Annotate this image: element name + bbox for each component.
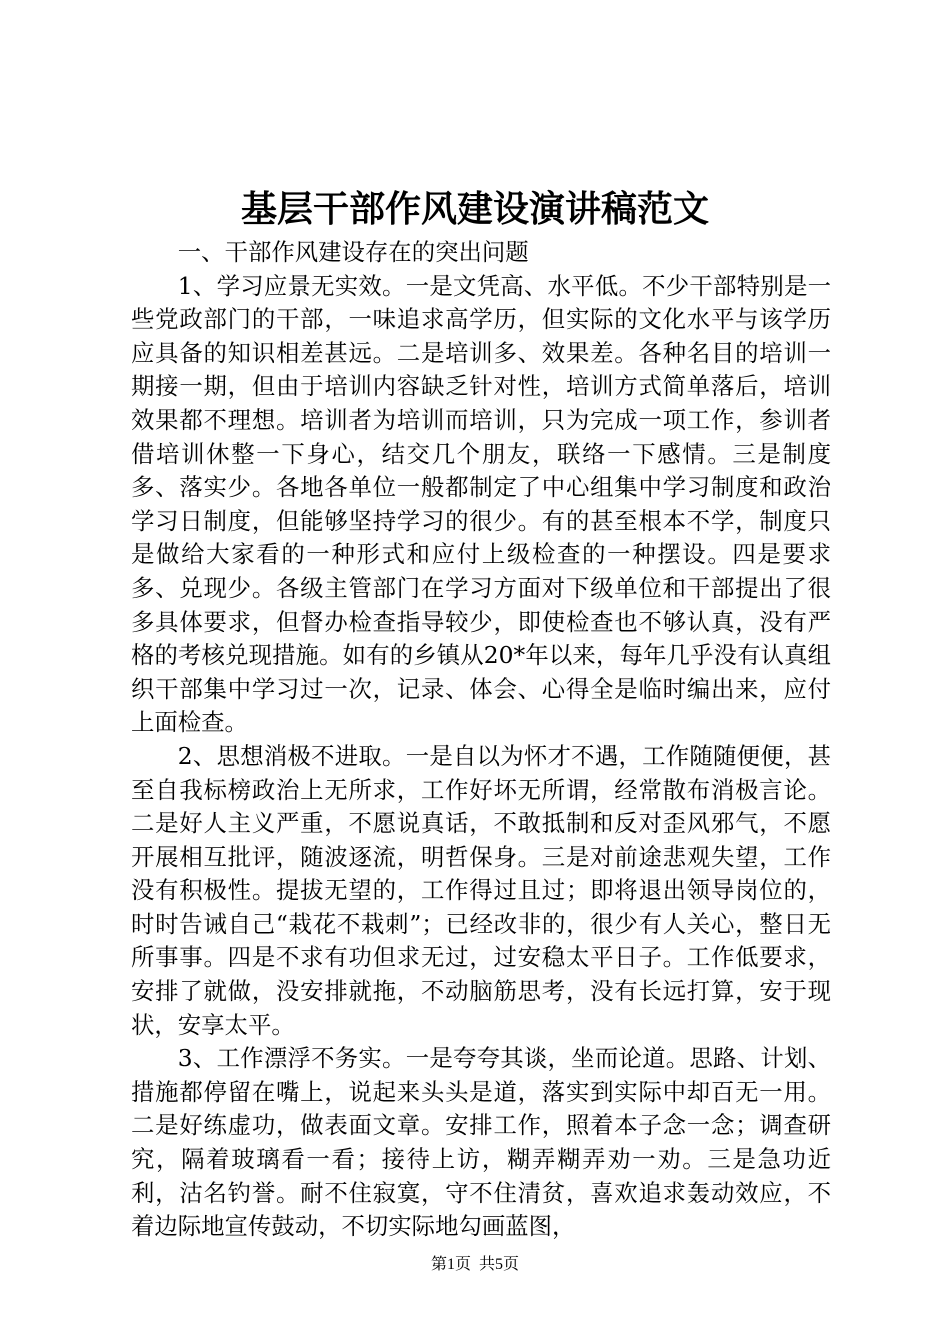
section-heading: 一、干部作风建设存在的突出问题 bbox=[177, 238, 529, 266]
document-title: 基层干部作风建设演讲稿范文 bbox=[240, 188, 709, 230]
paragraph-2: 2、思想消极不进取。一是自以为怀才不遇，工作随随便便，甚至自我标榜政治上无所求，工作好坏无所谓，经常散布消极言论。二是好人主义严重，不愿说真话，不敢抵制和反对歪风邪气，不愿开展相互批评，随波逐流，明哲保身。三是对前途悲观失望，工作没有积极性。提拔无望的，工作得过且过；即将退出领导岗位的，时时告诫自己“栽花不栽刺”；已经改非的，很少有人关心，整日无所事事。四是不求有功但求无过，过安稳太平日子。工作低要求，安排了就做，没安排就拖，不动脑筋思考，没有长远打算，安于现状，安享太平。 bbox=[131, 741, 831, 1039]
paragraph-1: 1、学习应景无实效。一是文凭高、水平低。不少干部特别是一些党政部门的干部，一味追求高学历，但实际的文化水平与该学历应具备的知识相差甚远。二是培训多、效果差。各种名目的培训一期接一期，但由于培训内容缺乏针对性，培训方式简单落后，培训效果都不理想。培训者为培训而培训，只为完成一项工作，参训者借培训休整一下身心，结交几个朋友，联络一下感情。三是制度多、落实少。各地各单位一般都制定了中心组集中学习制度和政治学习日制度，但能够坚持学习的很少。有的甚至根本不学，制度只是做给大家看的一种形式和应付上级检查的一种摆设。四是要求多、兑现少。各级主管部门在学习方面对下级单位和干部提出了很多具体要求，但督办检查指导较少，即使检查也不够认真，没有严格的考核兑现措施。如有的乡镇从20*年以来，每年几乎没有认真组织干部集中学习过一次，记录、体会、心得全是临时编出来，应付上面检查。 bbox=[131, 271, 831, 737]
page-footer bbox=[0, 1254, 950, 1276]
page-number: 第1页 bbox=[430, 1256, 471, 1273]
page-total: 共5页 bbox=[479, 1256, 520, 1273]
document-body bbox=[131, 236, 831, 1244]
paragraph-3: 3、工作漂浮不务实。一是夸夸其谈，坐而论道。思路、计划、措施都停留在嘴上，说起来头头是道，落实到实际中却百无一用。二是好练虚功，做表面文章。安排工作，照着本子念一念；调查研究，隔着玻璃看一看；接待上访，糊弄糊弄劝一劝。三是急功近利，沽名钓誉。耐不住寂寞，守不住清贫，喜欢追求轰动效应，不着边际地宣传鼓动，不切实际地勾画蓝图， bbox=[131, 1044, 831, 1241]
